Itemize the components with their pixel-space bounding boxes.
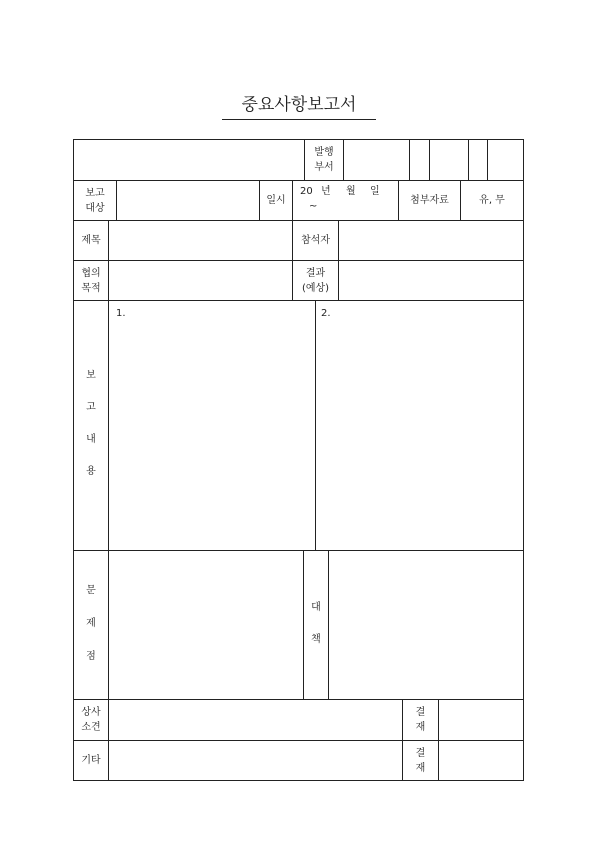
subject-label: 제목 — [81, 235, 101, 246]
remedy-label-char: 대 — [311, 602, 321, 613]
report-target-label-line2: 대상 — [85, 202, 105, 214]
attachment-label: 첨부자료 — [410, 195, 449, 206]
report-content-field-2[interactable] — [316, 301, 523, 550]
supervisor-opinion-label-line2: 소견 — [81, 722, 101, 733]
datetime-range: ~ — [309, 201, 318, 212]
supervisor-opinion-field[interactable] — [109, 700, 402, 740]
attendees-field[interactable] — [339, 221, 523, 260]
other-approval-label-line2: 재 — [415, 762, 426, 774]
issue-dept-label-line1: 발행 — [314, 147, 334, 158]
report-target-label-line1: 보고 — [85, 187, 105, 199]
supervisor-opinion-label-line1: 상사 — [81, 707, 101, 718]
other-approval-field[interactable] — [439, 741, 523, 780]
report-content-field-1[interactable] — [109, 301, 315, 550]
result-field[interactable] — [339, 261, 523, 300]
attachment-value[interactable]: 유, 무 — [479, 195, 505, 206]
issue-dept-label — [305, 140, 343, 180]
col-divider — [409, 139, 410, 180]
datetime-year-unit: 년 — [321, 186, 331, 197]
table-border-bottom — [73, 780, 524, 781]
report-content-label-char: 내 — [86, 434, 96, 445]
supervisor-approval-field[interactable] — [439, 700, 523, 740]
report-target-field[interactable] — [117, 181, 259, 220]
report-content-label-char: 보 — [86, 370, 96, 381]
problem-label — [74, 574, 108, 673]
consult-purpose-label-line2: 목적 — [81, 282, 101, 294]
subject-field[interactable] — [109, 221, 292, 260]
report-content-label-char: 용 — [86, 466, 96, 477]
report-content-label — [74, 360, 108, 488]
attendees-label: 참석자 — [301, 235, 330, 246]
other-field[interactable] — [109, 741, 402, 780]
supervisor-approval-label-line1: 결 — [415, 707, 426, 718]
supervisor-approval-label-line2: 재 — [415, 722, 426, 733]
datetime-month-unit: 월 — [346, 186, 356, 197]
consult-purpose-field[interactable] — [109, 261, 292, 300]
issue-dept-field[interactable] — [344, 140, 409, 180]
result-label-line1: 결과 — [305, 267, 326, 279]
table-border-right — [523, 139, 524, 781]
report-item-2-number: 2. — [321, 308, 331, 319]
datetime-day-unit: 일 — [370, 186, 380, 197]
remedy-label-char: 책 — [311, 634, 321, 645]
other-approval-label — [403, 741, 438, 780]
supervisor-approval-label — [403, 700, 438, 740]
remedy-label — [304, 592, 328, 656]
report-item-1-number: 1. — [116, 308, 126, 319]
other-label: 기타 — [81, 755, 101, 766]
problem-field[interactable] — [109, 551, 303, 699]
result-label-line2: (예상) — [301, 282, 330, 294]
col-divider — [429, 139, 430, 180]
report-content-label-char: 고 — [86, 402, 96, 413]
col-divider — [487, 139, 488, 180]
problem-label-char: 점 — [86, 651, 96, 662]
col-divider — [468, 139, 469, 180]
issue-dept-label-line2: 부서 — [314, 162, 334, 173]
report-target-label — [74, 181, 116, 220]
consult-purpose-label-line1: 협의 — [81, 267, 101, 279]
remedy-field[interactable] — [329, 551, 523, 699]
datetime-label: 일시 — [266, 195, 286, 206]
supervisor-opinion-label — [74, 700, 108, 740]
problem-label-char: 문 — [86, 585, 96, 596]
document-title: 중요사항보고서 — [222, 90, 376, 120]
datetime-year: 20 — [300, 186, 313, 197]
result-label — [293, 261, 338, 300]
header-blank-field[interactable] — [117, 140, 303, 180]
consult-purpose-label — [74, 261, 108, 300]
datetime-field[interactable] — [293, 181, 398, 220]
problem-label-char: 제 — [86, 618, 96, 629]
other-approval-label-line1: 결 — [415, 747, 426, 759]
